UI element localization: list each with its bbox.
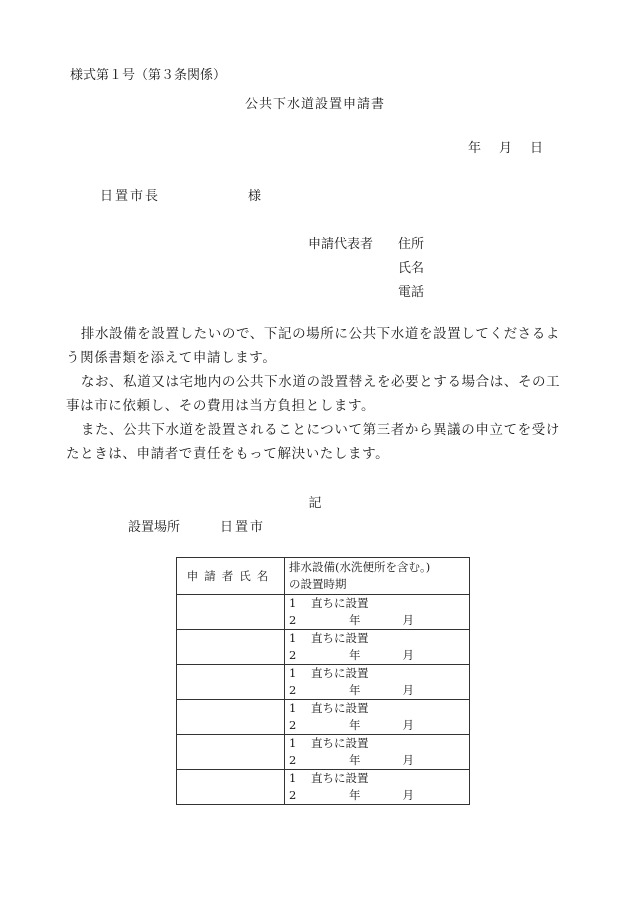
option-month-label: 月 (402, 753, 414, 767)
applicant-name-cell[interactable] (177, 665, 285, 700)
option-text: 直ちに設置 (311, 771, 369, 785)
option-number: 1 (289, 631, 297, 645)
option-number: 1 (289, 771, 297, 785)
option-scheduled[interactable] (289, 647, 469, 664)
option-month-label: 月 (402, 648, 414, 662)
table-row (177, 665, 470, 700)
option-immediate[interactable] (289, 595, 469, 612)
option-scheduled[interactable] (289, 787, 469, 804)
option-number: 2 (289, 613, 297, 627)
option-text: 直ちに設置 (311, 701, 369, 715)
option-year-label: 年 (349, 788, 361, 802)
date-month-label: 月 (499, 141, 513, 156)
option-immediate[interactable] (289, 665, 469, 682)
header-timing-line2: の設置時期 (289, 577, 347, 591)
applicant-name-label: 氏名 (398, 261, 425, 276)
option-number: 1 (289, 701, 297, 715)
option-month-label: 月 (402, 718, 414, 732)
option-number: 1 (289, 736, 297, 750)
location-label: 設置場所 (128, 520, 181, 535)
option-scheduled[interactable] (289, 717, 469, 734)
note-heading: 記 (308, 496, 322, 511)
header-install-timing (285, 558, 470, 595)
option-year-label: 年 (349, 683, 361, 697)
install-timing-cell (285, 595, 470, 630)
header-applicant-name: 申請者氏名 (177, 558, 285, 595)
header-timing-line1: 排水設備(水洗便所を含む。) (289, 560, 431, 574)
option-immediate[interactable] (289, 770, 469, 787)
body-paragraph-3: また、公共下水道を設置されることについて第三者から異議の申立てを受けたときは、申請者で責任をもって解決いたします。 (66, 422, 560, 462)
addressee-name: 日置市長 (100, 189, 161, 204)
option-immediate[interactable] (289, 630, 469, 647)
option-month-label: 月 (402, 683, 414, 697)
option-scheduled[interactable] (289, 612, 469, 629)
table-header-row (177, 558, 470, 595)
table-row (177, 700, 470, 735)
option-number: 2 (289, 683, 297, 697)
install-timing-cell (285, 665, 470, 700)
option-number: 1 (289, 666, 297, 680)
date-line (468, 137, 543, 156)
option-number: 1 (289, 596, 297, 610)
option-month-label: 月 (402, 788, 414, 802)
option-year-label: 年 (349, 648, 361, 662)
option-scheduled[interactable] (289, 752, 469, 769)
install-timing-cell (285, 630, 470, 665)
application-table (176, 557, 470, 805)
option-immediate[interactable] (289, 735, 469, 752)
install-timing-cell (285, 700, 470, 735)
option-number: 2 (289, 753, 297, 767)
applicant-name-cell[interactable] (177, 630, 285, 665)
applicant-name-cell[interactable] (177, 595, 285, 630)
table-body (177, 595, 470, 805)
form-number: 様式第１号（第３条関係） (70, 68, 227, 83)
option-year-label: 年 (349, 753, 361, 767)
location-value: 日置市 (220, 520, 266, 535)
option-number: 2 (289, 718, 297, 732)
option-text: 直ちに設置 (311, 596, 369, 610)
table-row (177, 595, 470, 630)
document-title: 公共下水道設置申請書 (244, 97, 385, 112)
table-row (177, 630, 470, 665)
option-immediate[interactable] (289, 700, 469, 717)
body-paragraph-1: 排水設備を設置したいので、下記の場所に公共下水道を設置してくださるよう関係書類を添えて申請します。 (66, 326, 560, 366)
date-day-label: 日 (530, 141, 544, 156)
option-text: 直ちに設置 (311, 736, 369, 750)
option-text: 直ちに設置 (311, 666, 369, 680)
option-number: 2 (289, 788, 297, 802)
table-row (177, 735, 470, 770)
applicant-address-label: 住所 (398, 237, 425, 252)
applicant-name-cell[interactable] (177, 700, 285, 735)
applicant-phone-label: 電話 (398, 285, 425, 300)
applicant-label: 申請代表者 (308, 237, 374, 252)
option-month-label: 月 (402, 613, 414, 627)
option-text: 直ちに設置 (311, 631, 369, 645)
applicant-name-cell[interactable] (177, 770, 285, 805)
option-scheduled[interactable] (289, 682, 469, 699)
option-year-label: 年 (349, 718, 361, 732)
body-paragraph-2: なお、私道又は宅地内の公共下水道の設置替えを必要とする場合は、その工事は市に依頼し、その費用は当方負担とします。 (66, 374, 561, 414)
addressee-honorific: 様 (248, 189, 262, 204)
date-year-label: 年 (468, 141, 482, 156)
install-timing-cell (285, 735, 470, 770)
body-text (66, 322, 566, 466)
applicant-name-cell[interactable] (177, 735, 285, 770)
table-row (177, 770, 470, 805)
install-timing-cell (285, 770, 470, 805)
option-year-label: 年 (349, 613, 361, 627)
option-number: 2 (289, 648, 297, 662)
